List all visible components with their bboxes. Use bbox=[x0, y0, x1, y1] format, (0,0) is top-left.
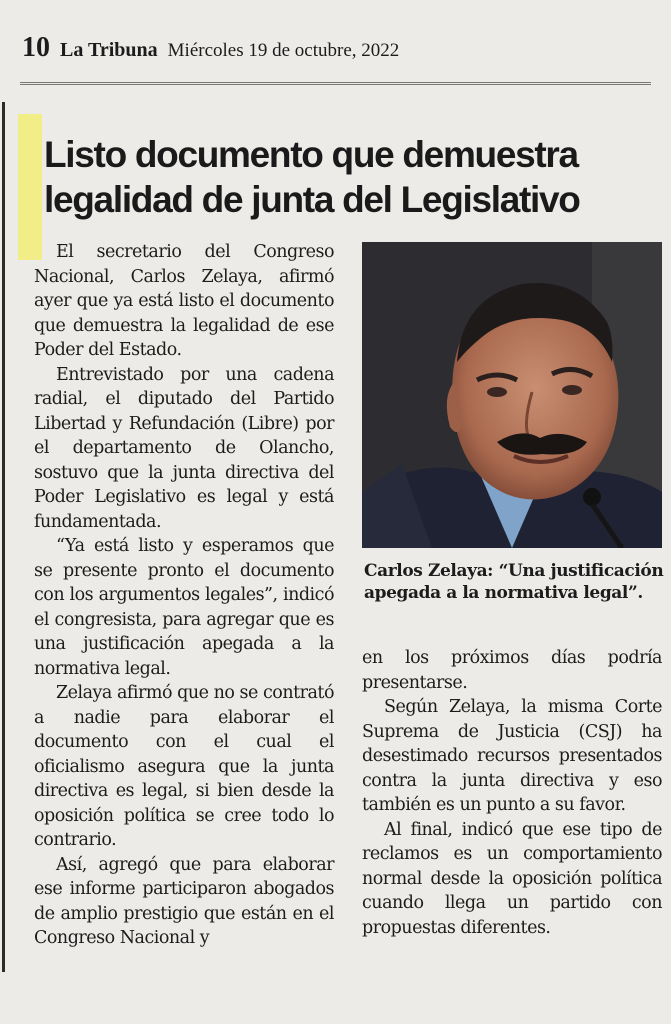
page-header bbox=[22, 32, 652, 68]
paragraph: “Ya está listo y esperamos que se presente pronto el documento con los argumentos legales”, indicó el congresista, para agregar que es una justificación apegada a la normativa legal. bbox=[34, 536, 334, 679]
publication-date: Miércoles 19 de octubre, 2022 bbox=[167, 40, 400, 61]
article-column-left bbox=[34, 240, 334, 951]
paragraph: El secretario del Congreso Nacional, Carlos Zelaya, afirmó ayer que ya está listo el documento que demuestra la legalidad de ese Poder del Estado. bbox=[34, 242, 334, 360]
paragraph: Entrevistado por una cadena radial, el diputado del Partido Libertad y Refundación (Libre) por el departamento de Olancho, sostuvo que la junta directiva del Poder Legislativo es legal y está fundamentada. bbox=[34, 364, 334, 532]
paragraph: Según Zelaya, la misma Corte Suprema de Justicia (CSJ) ha desestimado recursos presentados contra la junta directiva y eso también es un punto a su favor. bbox=[362, 697, 662, 815]
page-number: 10 bbox=[22, 32, 50, 63]
header-rule bbox=[20, 82, 651, 85]
portrait-photo bbox=[362, 242, 662, 548]
continued-text: en los próximos días podría presentarse. bbox=[362, 648, 662, 693]
article-column-right bbox=[362, 646, 662, 940]
portrait-illustration bbox=[362, 242, 662, 548]
paragraph: Al final, indicó que ese tipo de reclamos es un comportamiento normal desde la oposición política cuando llega un partido con propuestas diferentes. bbox=[362, 819, 662, 938]
highlighter-mark bbox=[18, 114, 42, 260]
headline-line-2: legalidad de junta del Legislativo bbox=[44, 179, 580, 220]
headline-line-1: Listo documento que demuestra bbox=[44, 134, 578, 175]
article-left-border bbox=[2, 102, 5, 972]
paragraph: Zelaya afirmó que no se contrató a nadie para elaborar el documento con el cual el oficialismo asegura que la junta directiva es legal, si bien desde la oposición política se cree todo lo contrario. bbox=[34, 683, 334, 850]
publication-name: La Tribuna bbox=[60, 39, 158, 61]
photo-caption: Carlos Zelaya: “Una justificación apegada a la normativa legal”. bbox=[364, 561, 664, 603]
headline bbox=[44, 132, 656, 222]
paragraph: Así, agregó que para elaborar ese informe participaron abogados de amplio prestigio que están en el Congreso Nacional y bbox=[34, 854, 334, 948]
